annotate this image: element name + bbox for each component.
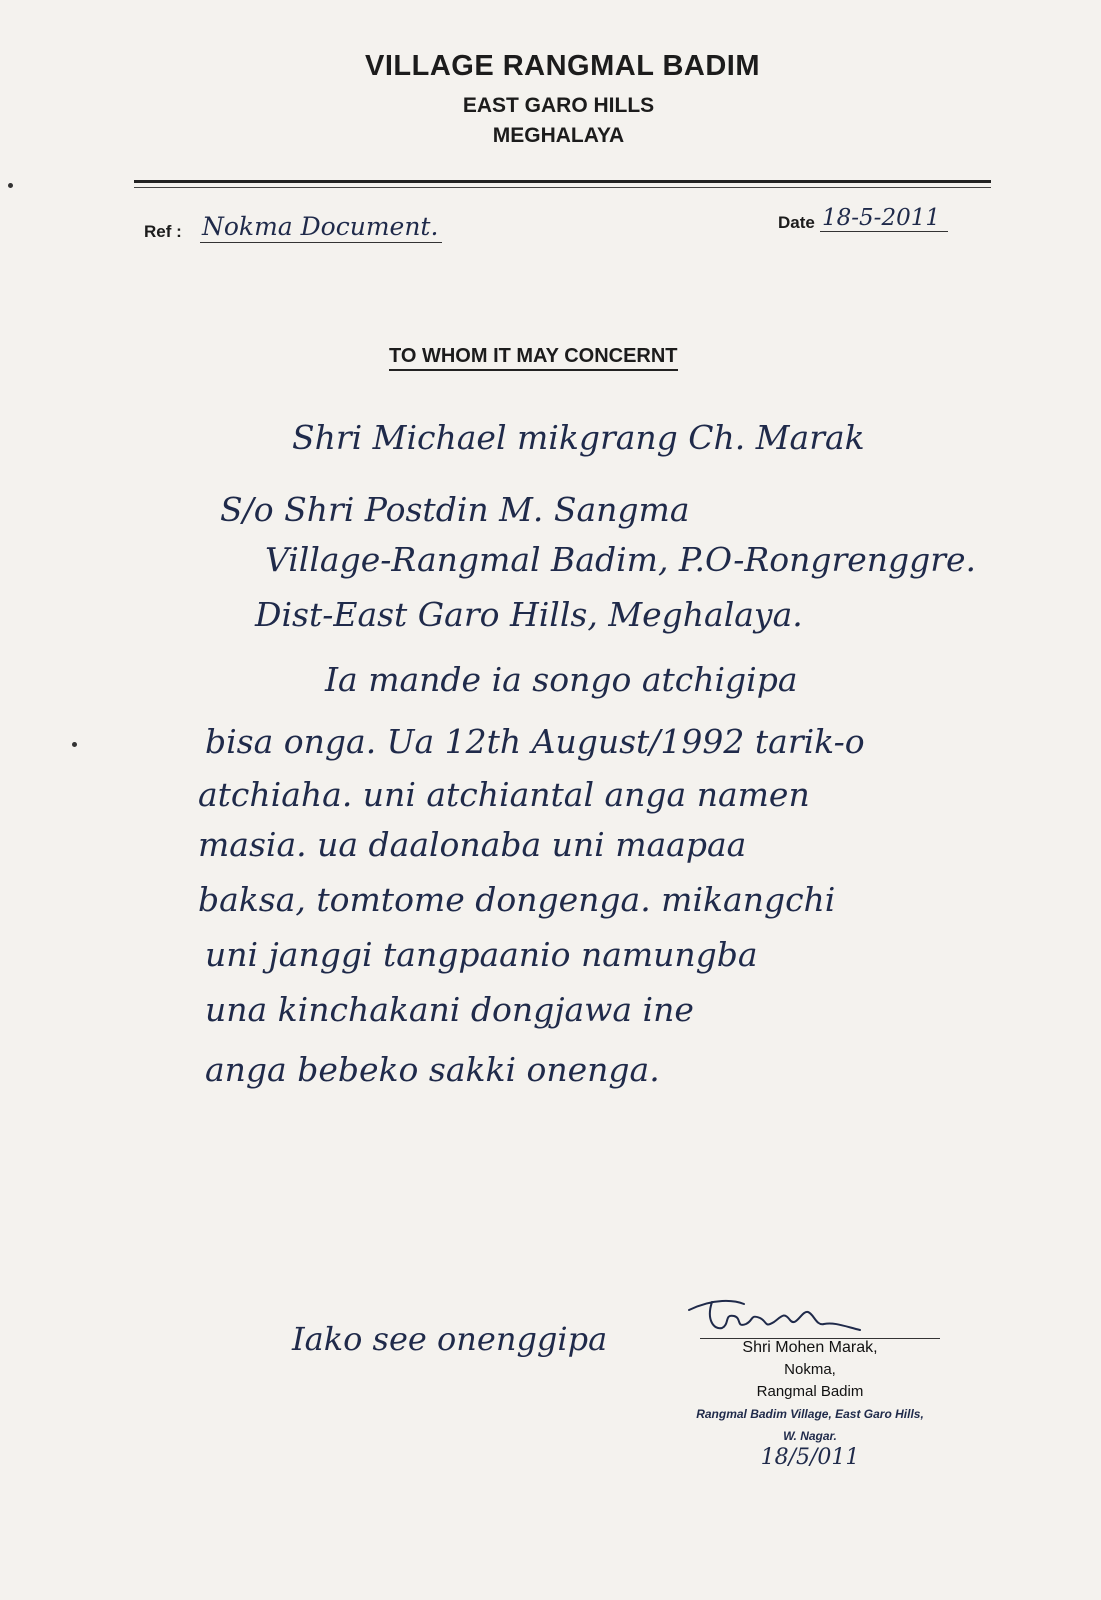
header-divider [134,180,991,183]
letterhead-state: MEGHALAYA [492,124,625,147]
signed-date: 18/5/011 [760,1445,860,1470]
date-label: Date [778,213,815,232]
body-line: bisa onga. Ua 12th August/1992 tarik-o [205,722,865,761]
speck [8,183,13,188]
signatory-title: Nokma, [784,1361,836,1378]
body-line: una kinchakani dongjawa ine [205,990,694,1029]
header-divider-thin [134,187,991,188]
stamp-text: Rangmal Badim Village, East Garo Hills, W. Nagar. [696,1407,924,1443]
body-line: baksa, tomtome dongenga. mikangchi [198,880,836,919]
date-value: 18-5-2011 [820,205,948,232]
ref-value: Nokma Document. [200,212,442,243]
body-line: anga bebeko sakki onenga. [205,1050,660,1089]
ref-label: Ref : [144,222,182,241]
letterhead-district: EAST GARO HILLS [462,94,655,117]
body-line: Shri Michael mikgrang Ch. Marak [292,418,865,457]
body-line: Dist-East Garo Hills, Meghalaya. [255,595,803,634]
signatory-stamp [690,1337,930,1469]
subject-heading: TO WHOM IT MAY CONCERNT [389,343,678,371]
letterhead-title: VILLAGE RANGMAL BADIM [364,50,760,82]
body-line: Village-Rangmal Badim, P.O-Rongrenggre. [265,540,977,579]
body-line: masia. ua daalonaba uni maapaa [198,825,747,864]
body-line: atchiaha. uni atchiantal anga namen [198,775,810,814]
signatory-village: Rangmal Badim [756,1383,864,1400]
body-line: uni janggi tangpaanio namungba [205,935,758,974]
body-line: S/o Shri Postdin M. Sangma [220,490,690,529]
signatory-name: Shri Mohen Marak, [742,1339,878,1356]
body-line: Ia mande ia songo atchigipa [325,660,798,699]
closing-line: Iako see onenggipa [292,1320,608,1358]
speck [72,742,77,747]
